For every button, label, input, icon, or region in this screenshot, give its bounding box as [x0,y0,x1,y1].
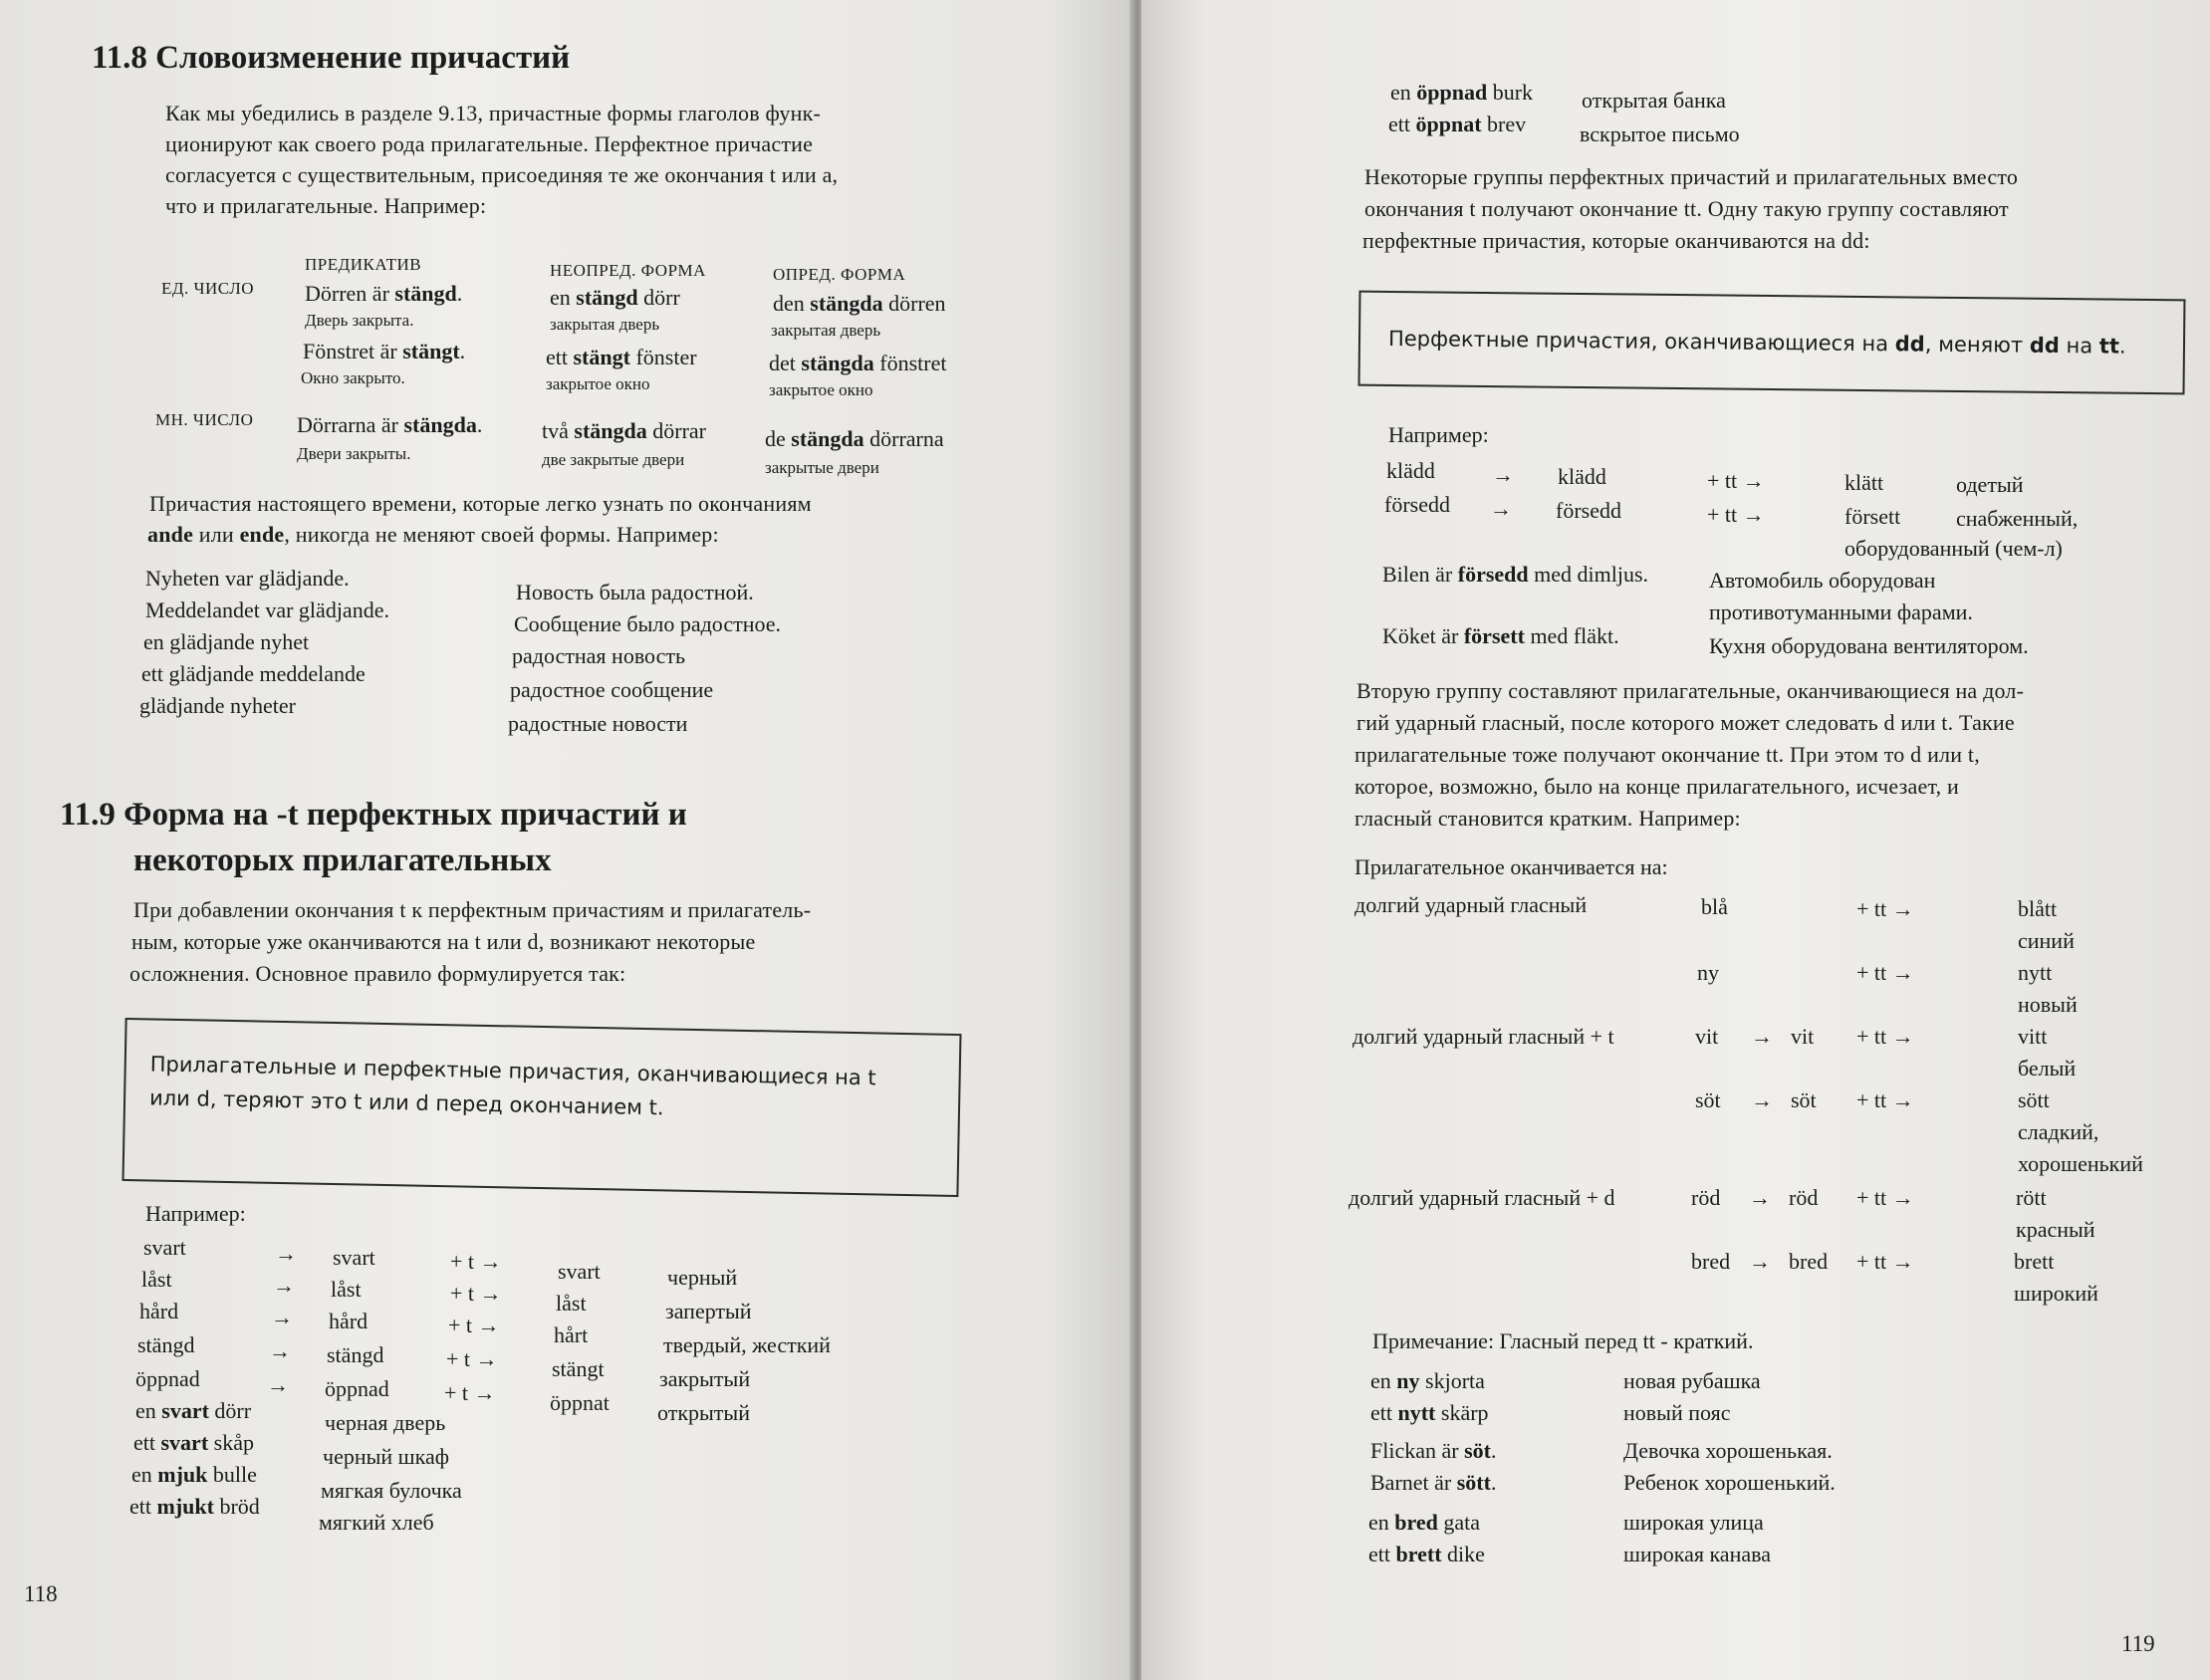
vowel-ru-cont: хорошенький [2018,1151,2143,1176]
arrow-icon: → [1490,496,1512,521]
note-ru: широкая улица [1623,1510,1764,1535]
deriv-result: svart [558,1259,601,1284]
row-label-singular: ЕД. ЧИСЛО [161,279,255,298]
arrow-icon: → [1749,1249,1771,1274]
vowel-label: долгий ударный гласный + d [1349,1185,1615,1210]
dd-base: försedd [1384,492,1450,517]
deriv-stem: låst [331,1277,362,1302]
note-ru: Ребенок хорошенький. [1623,1470,1836,1495]
dd-stem: klädd [1558,464,1606,489]
phrase-ru: черная дверь [325,1410,446,1435]
phrase-sv: en mjuk bulle [131,1462,257,1487]
note-ru: новая рубашка [1623,1368,1761,1393]
arrow-icon: → [271,1305,293,1329]
dd-result: försett [1844,504,1901,529]
arrow-icon: → [267,1372,289,1397]
deriv-plus: + t → [446,1346,498,1371]
example-ru: радостные новости [508,711,688,736]
sentence-ru: Кухня оборудована вентилятором. [1709,633,2029,658]
example-sv: en glädjande nyhet [143,629,310,654]
example-ru: Новость была радостной. [516,580,754,604]
vowel-label: долгий ударный гласный + t [1352,1024,1614,1049]
deriv-stem: öppnad [325,1376,389,1401]
dd-stem: försedd [1556,498,1621,523]
phrase-sv: en svart dörr [135,1398,252,1423]
example-label: Например: [1388,422,1489,447]
table-cell-sv: en stängd dörr [550,285,680,310]
arrow-icon: → [1492,462,1514,487]
vowel-ru: сладкий, [2018,1119,2099,1144]
vowel-result: brett [2014,1249,2055,1274]
table-cell-ru: закрытое окно [546,374,650,393]
deriv-result: öppnat [550,1390,610,1415]
vowel-base: ny [1697,960,1719,985]
paragraph-line: гий ударный гласный, после которого может следовать d или t. Такие [1356,710,2015,735]
vowel-result: sött [2018,1087,2050,1112]
deriv-ru: черный [667,1265,738,1290]
rule-line: Прилагательные и перфектные причастия, оканчивающиеся на t [149,1052,876,1090]
arrow-icon: → [275,1241,297,1266]
vowel-base: söt [1695,1087,1721,1112]
table-cell-sv: ett stängt fönster [546,345,697,369]
sentence-ru: Автомобиль оборудован [1709,568,1936,593]
table-cell-sv: två stängda dörrar [542,418,706,443]
arrow-icon: → [1751,1024,1773,1049]
deriv-stem: stängd [327,1342,384,1367]
phrase-ru: мягкий хлеб [319,1510,434,1535]
vowel-plus: + tt → [1856,1185,1914,1210]
table-cell-ru: две закрытые двери [542,450,685,469]
paragraph-line: Вторую группу составляют прилагательные, оканчивающиеся на дол- [1356,678,2025,703]
paragraph-line: Некоторые группы перфектных причастий и прилагательных вместо [1364,164,2019,189]
deriv-base: hård [139,1299,179,1323]
table-cell-sv: Dörrarna är stängda. [297,412,483,437]
note-sv: Barnet är sött. [1370,1470,1497,1495]
paragraph-line: гласный становится кратким. Например: [1354,806,1741,831]
phrase-sv: ett mjukt bröd [129,1494,260,1519]
intro-line: ционируют как своего рода прилагательные. Перфектное причастие [165,131,814,156]
paragraph-line: которое, возможно, было на конце прилагательного, исчезает, и [1354,774,1959,799]
intro-line: При добавлении окончания t к перфектным причастиям и прилагатель- [133,897,812,922]
vowel-plus: + tt → [1856,896,1914,921]
header-predicative: ПРЕДИКАТИВ [305,255,422,274]
example-sv: en öppnad burk [1390,80,1534,105]
table-cell-ru: закрытые двери [765,458,879,477]
vowel-plus: + tt → [1856,1087,1914,1112]
example-label: Например: [145,1201,246,1226]
section-11-9-title-cont: некоторых прилагательных [133,842,552,878]
deriv-stem: hård [329,1309,368,1333]
table-cell-ru: закрытая дверь [771,321,881,340]
dd-result: klätt [1844,470,1884,495]
vowel-result: rött [2016,1185,2047,1210]
deriv-result: stängt [552,1356,605,1381]
paragraph-line: ande или ende, никогда не меняют своей формы. Например: [147,522,719,547]
deriv-plus: + t → [450,1249,502,1274]
dd-plus: + tt → [1707,468,1765,493]
dd-ru: одетый [1956,472,2024,497]
phrase-ru: черный шкаф [323,1444,449,1469]
example-ru: вскрытое письмо [1580,121,1740,146]
deriv-ru: открытый [657,1400,750,1425]
vowel-result: nytt [2018,960,2053,985]
vowel-stem: röd [1789,1185,1819,1210]
vowel-base: blå [1701,894,1728,919]
vowel-result: vitt [2018,1024,2048,1049]
vowel-plus: + tt → [1856,1024,1914,1049]
example-ru: радостное сообщение [510,677,714,702]
vowel-base: vit [1695,1024,1719,1049]
vowel-stem: bred [1789,1249,1829,1274]
right-page [1141,0,2210,1680]
rule-line: Перфектные причастия, оканчивающиеся на dd, меняют dd на tt. [1387,326,2126,359]
dd-base: klädd [1386,458,1435,483]
example-ru: Сообщение было радостное. [514,611,782,636]
vowel-ru: синий [2018,928,2075,953]
table-cell-ru: Окно закрыто. [301,368,405,387]
table-cell-sv: det stängda fönstret [769,351,947,375]
deriv-plus: + t → [450,1281,502,1306]
table-cell-ru: Двери закрыты. [297,444,411,463]
vowel-ru: красный [2016,1217,2095,1242]
dd-ru-cont: оборудованный (чем-л) [1844,536,2063,561]
header-definite: ОПРЕД. ФОРМА [773,265,906,284]
table-cell-sv: de stängda dörrarna [765,426,944,451]
arrow-icon: → [269,1338,291,1363]
vowel-stem: vit [1791,1024,1815,1049]
sentence-sv: Köket är försett med fläkt. [1382,623,1619,648]
table-cell-sv: Dörren är stängd. [305,281,463,306]
deriv-base: låst [141,1267,172,1292]
example-ru: радостная новость [512,643,686,668]
deriv-base: öppnad [135,1366,200,1391]
vowel-base: röd [1691,1185,1721,1210]
note-sv: ett brett dike [1368,1542,1485,1566]
note-sv: en ny skjorta [1370,1368,1485,1393]
rule-box-dd [1358,291,2186,395]
vowel-plus: + tt → [1856,1249,1914,1274]
note-sv: en bred gata [1368,1510,1481,1535]
vowel-stem: söt [1791,1087,1817,1112]
example-ru: открытая банка [1582,88,1726,113]
arrow-icon: → [273,1273,295,1298]
note-ru: широкая канава [1623,1542,1771,1566]
deriv-ru: твердый, жесткий [663,1332,831,1357]
sentence-ru-cont: противотуманными фарами. [1709,600,1973,624]
section-11-8-title: 11.8 Словоизменение причастий [92,40,571,76]
example-sv: ett öppnat brev [1388,112,1527,136]
deriv-plus: + t → [448,1313,500,1337]
deriv-base: svart [143,1235,186,1260]
note-text: Примечание: Гласный перед tt - краткий. [1372,1328,1754,1353]
example-sv: glädjande nyheter [139,693,296,718]
arrow-icon: → [1749,1185,1771,1210]
deriv-ru: закрытый [659,1366,751,1391]
sentence-sv: Bilen är försedd med dimljus. [1382,562,1649,587]
phrase-sv: ett svart skåp [133,1430,254,1455]
note-sv: Flickan är söt. [1370,1438,1497,1463]
intro-line: что и прилагательные. Например: [165,193,487,218]
example-sv: ett glädjande meddelande [141,661,366,686]
table-cell-sv: Fönstret är stängt. [303,339,466,363]
note-ru: Девочка хорошенькая. [1623,1438,1833,1463]
intro-line: осложнения. Основное правило формулируется так: [129,961,626,986]
intro-line: ным, которые уже оканчиваются на t или d, возникают некоторые [131,929,756,954]
row-label-plural: МН. ЧИСЛО [155,410,254,429]
header-indefinite: НЕОПРЕД. ФОРМА [550,261,706,280]
dd-ru: снабженный, [1956,506,2079,531]
vowel-label: долгий ударный гласный [1354,892,1588,917]
dd-plus: + tt → [1707,502,1765,527]
deriv-result: låst [556,1291,587,1316]
page-number-right: 119 [2121,1631,2155,1656]
note-ru: новый пояс [1623,1400,1731,1425]
paragraph-line: окончания t получают окончание tt. Одну такую группу составляют [1364,196,2009,221]
vowel-base: bred [1691,1249,1731,1274]
paragraph-line: перфектные причастия, которые оканчиваются на dd: [1362,228,1870,253]
table-cell-ru: закрытая дверь [550,315,660,334]
deriv-ru: запертый [665,1299,752,1323]
intro-line: Как мы убедились в разделе 9.13, причастные формы глаголов функ- [165,101,821,125]
arrow-icon: → [1751,1087,1773,1112]
note-sv: ett nytt skärp [1370,1400,1489,1425]
ends-label: Прилагательное оканчивается на: [1354,854,1668,879]
deriv-base: stängd [137,1332,195,1357]
vowel-result: blått [2018,896,2058,921]
rule-box [123,1018,962,1197]
table-cell-ru: Дверь закрыта. [305,311,414,330]
vowel-ru: белый [2018,1056,2077,1080]
vowel-ru: широкий [2014,1281,2098,1306]
example-sv: Meddelandet var glädjande. [145,598,389,622]
vowel-ru: новый [2018,992,2078,1017]
phrase-ru: мягкая булочка [321,1478,462,1503]
table-cell-sv: den stängda dörren [773,291,946,316]
deriv-plus: + t → [444,1380,496,1405]
intro-line: согласуется с существительным, присоединяя те же окончания t или a, [165,162,839,187]
table-cell-ru: закрытое окно [769,380,873,399]
section-11-9-title: 11.9 Форма на -t перфектных причастий и [60,797,687,833]
deriv-stem: svart [333,1245,375,1270]
rule-line: или d, теряют это t или d перед окончанием t. [148,1085,664,1120]
paragraph-line: прилагательные тоже получают окончание tt. При этом то d или t, [1354,742,1980,767]
vowel-plus: + tt → [1856,960,1914,985]
example-sv: Nyheten var glädjande. [145,566,350,591]
page-number-left: 118 [24,1581,58,1606]
paragraph-line: Причастия настоящего времени, которые легко узнать по окончаниям [149,491,812,516]
deriv-result: hårt [554,1322,589,1347]
